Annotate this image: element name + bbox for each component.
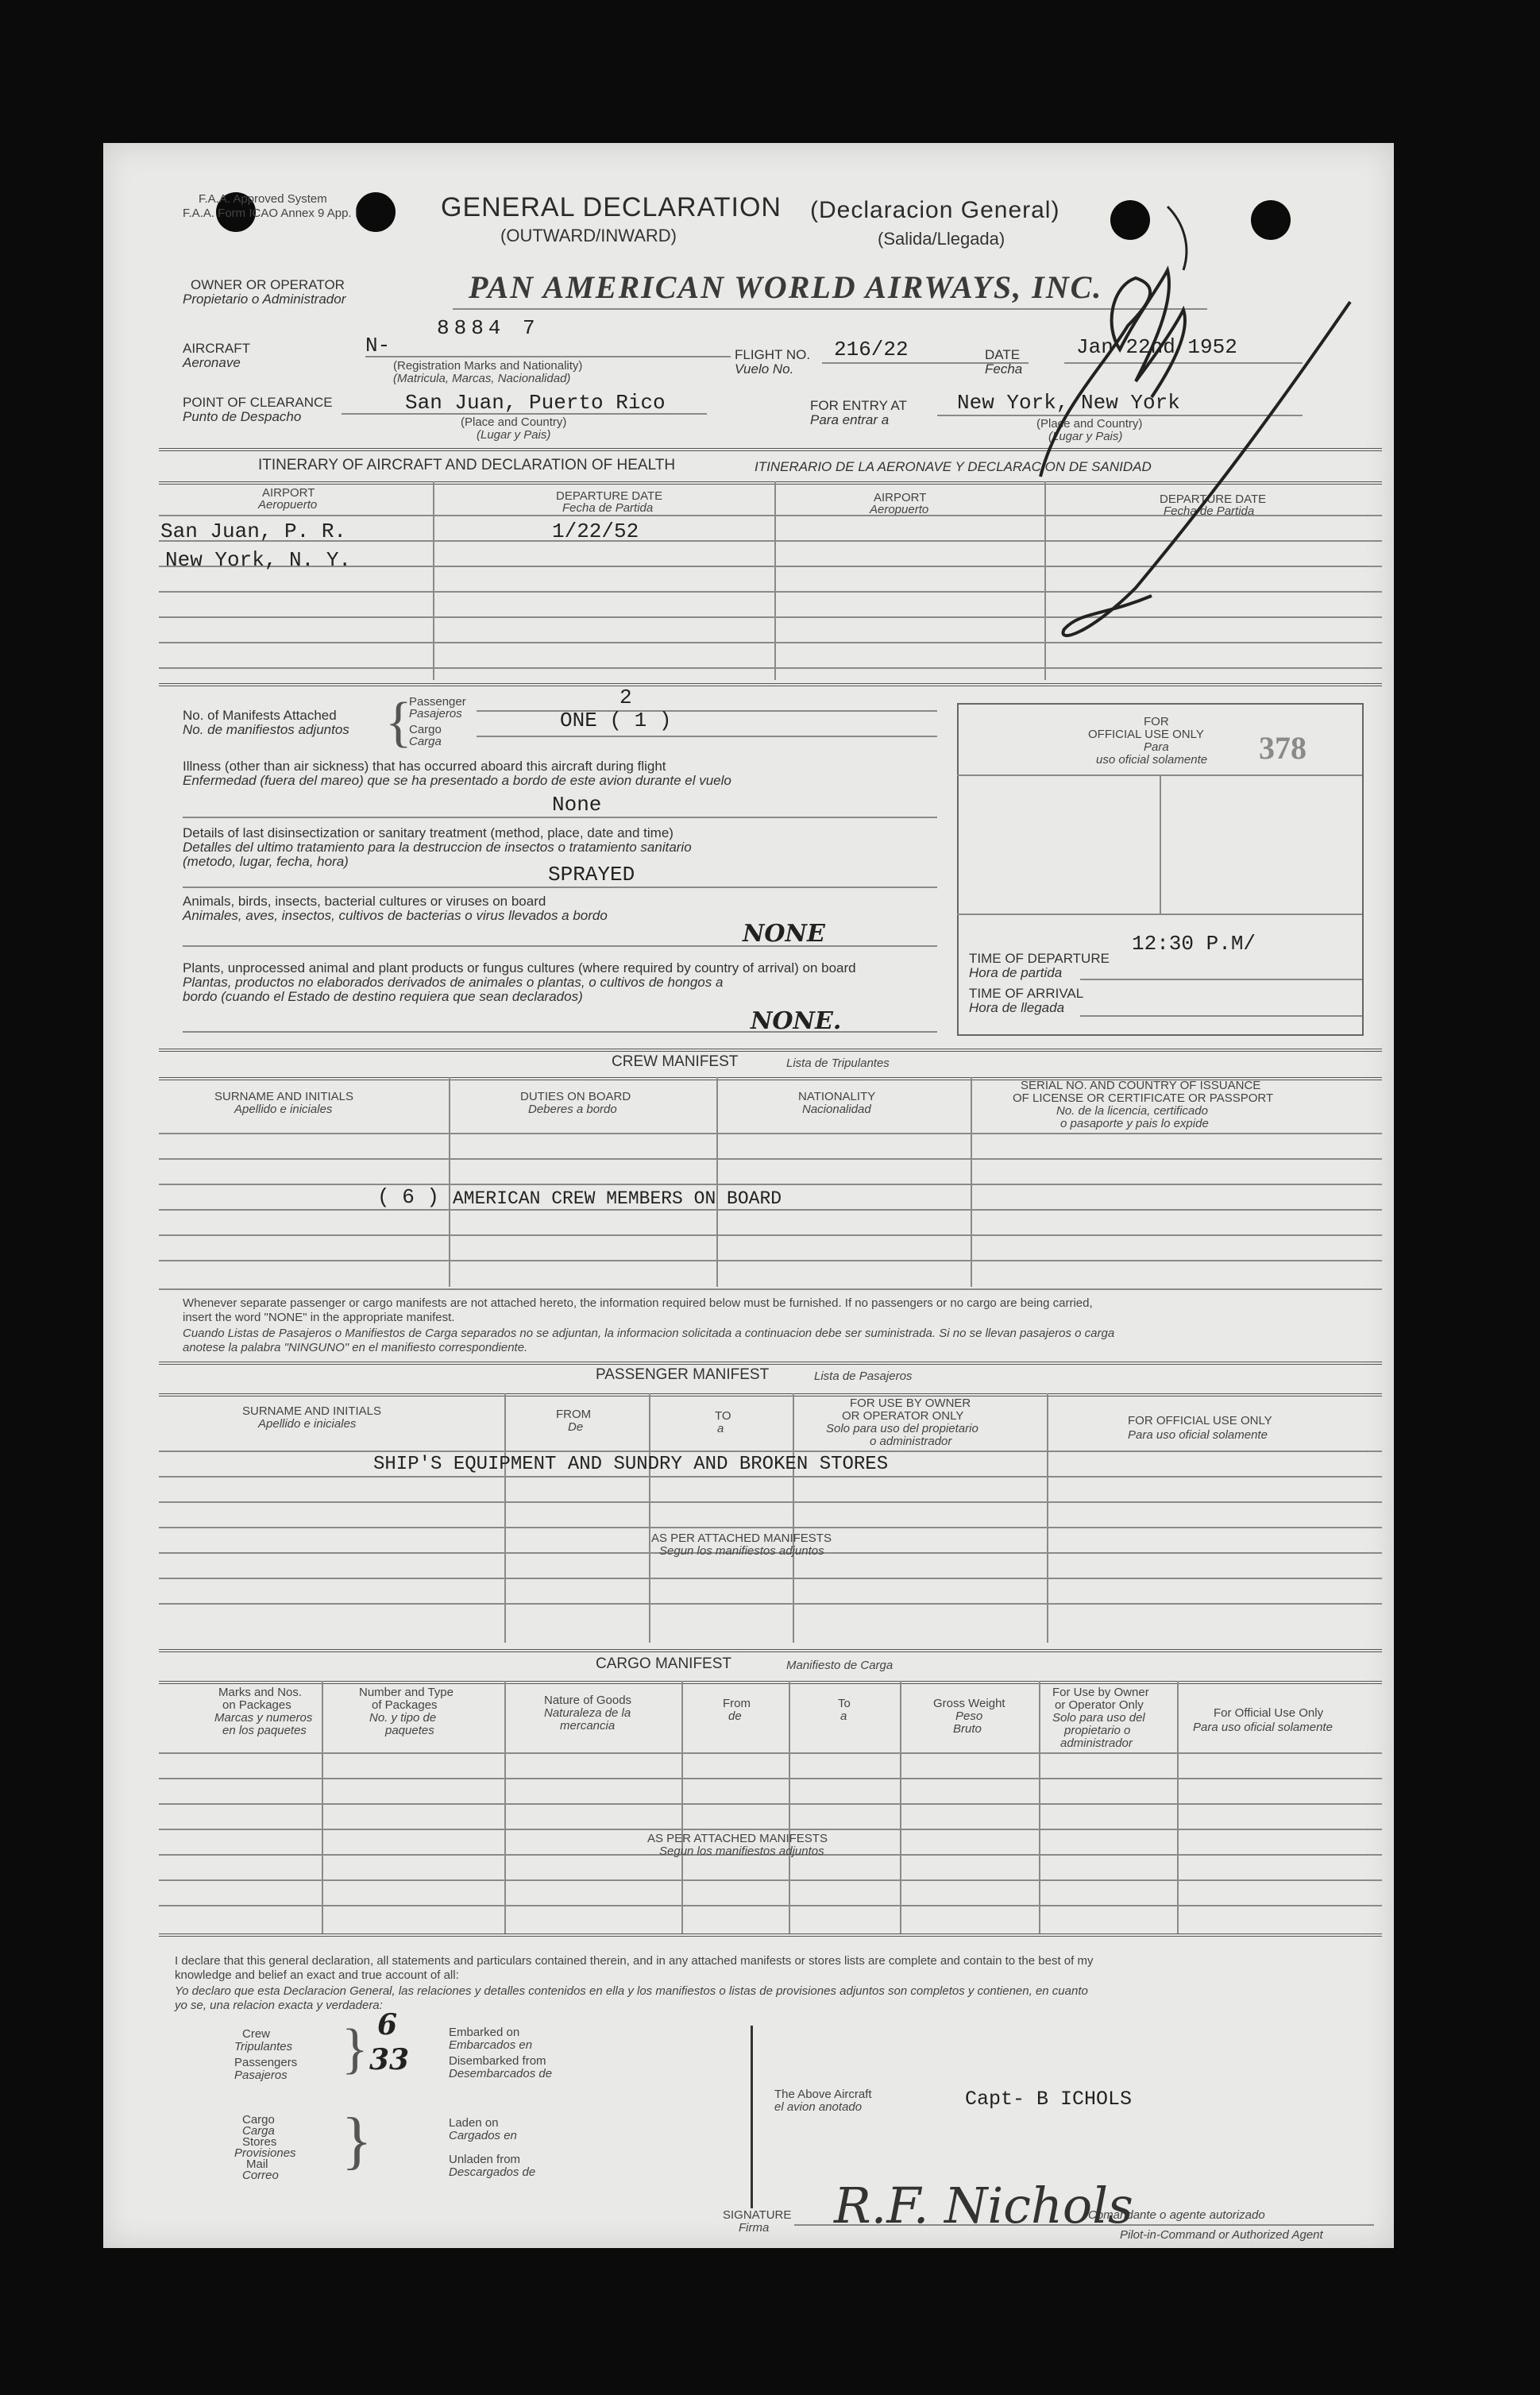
- manifests-label-es: No. de manifiestos adjuntos: [183, 722, 349, 737]
- declaration-line-1: I declare that this general declaration, all statements and particulars contained therein, and in any attached manifests or stores lists are complete and contain to the best of my: [175, 1954, 1094, 1968]
- passenger-col-official: FOR OFFICIAL USE ONLY: [1128, 1414, 1272, 1427]
- passengers-total-value: 33: [369, 2043, 410, 2076]
- passenger-label-es: Pasajeros: [409, 707, 462, 720]
- cargo-title-es: Manifiesto de Carga: [786, 1659, 894, 1672]
- plants-label-es: Plantas, productos no elaborados derivados de animales o plantas, o cultivos de hongos a: [183, 975, 724, 990]
- date-label-es: Fecha: [985, 361, 1023, 377]
- cargo-col-owner-2: or Operator Only: [1055, 1698, 1144, 1712]
- official-use-label-es: Para: [1144, 740, 1169, 754]
- cargo-col-marks-es: Marcas y numeros: [214, 1711, 313, 1725]
- stores-total-label: Stores: [242, 2135, 277, 2149]
- passenger-col-owner-es-2: o administrador: [870, 1435, 952, 1448]
- notice-line-1: Whenever separate passenger or cargo manifests are not attached hereto, the information required below must be furnished. If no passengers or no cargo are being carried,: [183, 1296, 1093, 1310]
- cargo-label: Cargo: [409, 723, 442, 736]
- operator-name: PAN AMERICAN WORLD AIRWAYS, INC.: [469, 269, 1103, 305]
- brace-mark: {: [385, 692, 412, 753]
- passenger-col-from-es: De: [568, 1420, 584, 1434]
- scrawl-mark: [1040, 270, 1185, 477]
- flight-label: FLIGHT NO.: [735, 347, 811, 362]
- cargo-col-to-es: a: [840, 1709, 847, 1723]
- cargo-col-official-es: Para uso oficial solamente: [1193, 1721, 1333, 1734]
- cargo-manifest-count: ONE ( 1 ): [560, 709, 672, 732]
- scrawl-long-stroke: [1063, 302, 1350, 635]
- disinsect-label-es: Detalles del ultimo tratamiento para la destruccion de insectos o tratamiento sanitario: [183, 840, 692, 855]
- cargo-col-number-2: of Packages: [372, 1698, 438, 1712]
- captain-name: Capt- B ICHOLS: [965, 2088, 1133, 2111]
- cargo-title: CARGO MANIFEST: [596, 1655, 732, 1672]
- cargo-col-from: From: [723, 1697, 751, 1710]
- itinerary-col-airport-2-es: Aeropuerto: [870, 503, 929, 516]
- cargo-totals-brace: }: [342, 2106, 372, 2176]
- mail-total-label: Mail: [246, 2157, 268, 2171]
- cargo-attached: AS PER ATTACHED MANIFESTS: [647, 1832, 828, 1845]
- crew-col-surname: SURNAME AND INITIALS: [214, 1090, 354, 1103]
- cargo-total-label-es: Carga: [242, 2124, 275, 2138]
- declaration-line-4: yo se, una relacion exacta y verdadera:: [175, 1999, 383, 2012]
- crew-col-license-2: OF LICENSE OR CERTIFICATE OR PASSPORT: [1013, 1091, 1274, 1105]
- cargo-col-nature-es-2: mercancia: [560, 1719, 616, 1733]
- official-for: FOR: [1144, 715, 1169, 728]
- disinsect-value: SPRAYED: [548, 863, 635, 887]
- cargo-col-marks-2: on Packages: [222, 1698, 291, 1712]
- itinerary-title: ITINERARY OF AIRCRAFT AND DECLARATION OF HEALTH: [258, 457, 676, 473]
- unladen-label: Unladen from: [449, 2153, 521, 2166]
- passenger-title-es: Lista de Pasajeros: [814, 1369, 913, 1383]
- signature-role-es: Comandante o agente autorizado: [1088, 2208, 1265, 2222]
- cargo-col-to: To: [838, 1697, 851, 1710]
- aircraft-label: AIRCRAFT: [183, 341, 250, 356]
- crew-total-value: 6: [377, 2008, 398, 2042]
- disembarked-label: Disembarked from: [449, 2054, 546, 2068]
- approval-line-2: F.A.A. Form ICAO Annex 9 App. I: [183, 207, 358, 220]
- signature-role: Pilot-in-Command or Authorized Agent: [1120, 2228, 1323, 2242]
- crew-col-license: SERIAL NO. AND COUNTRY OF ISSUANCE: [1021, 1079, 1261, 1092]
- cargo-col-weight-es: Peso: [955, 1709, 983, 1723]
- aircraft-label-es: Aeronave: [183, 355, 241, 370]
- flight-label-es: Vuelo No.: [735, 361, 794, 377]
- itinerary-col-departure-es: Fecha de Partida: [562, 501, 654, 515]
- date-label: DATE: [985, 347, 1021, 362]
- itinerary-col-airport: AIRPORT: [262, 486, 315, 500]
- crew-title: CREW MANIFEST: [612, 1053, 739, 1070]
- cargo-col-number-es: No. y tipo de: [369, 1711, 437, 1725]
- crew-col-duties-es: Deberes a bordo: [528, 1103, 617, 1116]
- owner-label: OWNER OR OPERATOR: [191, 277, 345, 292]
- cargo-total-label: Cargo: [242, 2113, 275, 2127]
- passenger-col-to-es: a: [717, 1422, 724, 1435]
- cargo-col-owner-es-3: administrador: [1060, 1736, 1133, 1750]
- declaration-line-3: Yo declaro que esta Declaracion General, las relaciones y detalles contenidos en ella y los manifiestos o listas de provisiones adjuntos son completos y contienen, en cuanto: [175, 1984, 1088, 1998]
- illness-label: Illness (other than air sickness) that has occurred aboard this aircraft during flight: [183, 759, 666, 774]
- cargo-col-official: For Official Use Only: [1214, 1706, 1324, 1720]
- passengers-total-label: Passengers: [234, 2056, 298, 2069]
- passenger-attached-es: Segun los manifiestos adjuntos: [659, 1544, 824, 1558]
- passengers-total-label-es: Pasajeros: [234, 2069, 288, 2082]
- clearance-value: San Juan, Puerto Rico: [405, 391, 666, 415]
- unladen-label-es: Descargados de: [449, 2165, 536, 2179]
- form-title-sub: (OUTWARD/INWARD): [500, 226, 677, 245]
- form-title-spanish-sub: (Salida/Llegada): [878, 229, 1005, 249]
- animals-label-es: Animales, aves, insectos, cultivos de bacterias o virus llevados a bordo: [183, 908, 608, 923]
- entry-label-es: Para entrar a: [810, 412, 890, 427]
- crew-total-label: Crew: [242, 2027, 271, 2041]
- passenger-entry: SHIP'S EQUIPMENT AND SUNDRY AND BROKEN STORES: [373, 1454, 889, 1475]
- laden-label-es: Cargados en: [449, 2129, 517, 2142]
- declaration-line-2: knowledge and belief an exact and true account of all:: [175, 1968, 459, 1982]
- passenger-label: Passenger: [409, 695, 466, 709]
- cargo-col-owner-es: Solo para uso del: [1052, 1711, 1145, 1725]
- illness-label-es: Enfermedad (fuera del mareo) que se ha presentado a bordo de este avion durante el vuelo: [183, 773, 731, 788]
- plants-label-es-2: bordo (cuando el Estado de destino requiera que sean declarados): [183, 989, 583, 1004]
- flight-number: 216/22: [834, 338, 909, 361]
- crew-title-es: Lista de Tripulantes: [786, 1057, 890, 1070]
- cargo-col-marks: Marks and Nos.: [218, 1686, 303, 1699]
- flight-date: Jan 22nd 1952: [1076, 335, 1237, 359]
- itinerary-col-departure-2: DEPARTURE DATE: [1160, 493, 1267, 506]
- crew-col-license-es: No. de la licencia, certificado: [1056, 1104, 1208, 1118]
- cargo-col-number-es-2: paquetes: [385, 1724, 434, 1737]
- clearance-label: POINT OF CLEARANCE: [183, 395, 333, 410]
- passenger-col-owner-2: OR OPERATOR ONLY: [842, 1409, 964, 1423]
- departure-time-value: 12:30 P.M/: [1132, 932, 1256, 956]
- cargo-col-weight-es-2: Bruto: [953, 1722, 982, 1736]
- passenger-col-owner: FOR USE BY OWNER: [850, 1396, 971, 1410]
- signature-label: SIGNATURE: [723, 2208, 792, 2222]
- cargo-col-number: Number and Type: [359, 1686, 454, 1699]
- cargo-label-es: Carga: [409, 735, 442, 748]
- crew-count: ( 6 ): [377, 1185, 440, 1209]
- embarked-label: Embarked on: [449, 2026, 520, 2039]
- crew-entry: AMERICAN CREW MEMBERS ON BOARD: [453, 1188, 782, 1209]
- passenger-col-surname: SURNAME AND INITIALS: [242, 1404, 382, 1418]
- notice-line-2: insert the word "NONE" in the appropriate manifest.: [183, 1311, 455, 1324]
- entry-caption-es: (Lugar y Pais): [1048, 430, 1123, 443]
- entry-label: FOR ENTRY AT: [810, 398, 907, 413]
- cargo-attached-es: Segun los manifiestos adjuntos: [659, 1845, 824, 1858]
- animals-value: NONE: [743, 920, 825, 948]
- animals-label: Animals, birds, insects, bacterial cultures or viruses on board: [183, 894, 546, 909]
- official-use-label-es-2: uso oficial solamente: [1096, 753, 1208, 767]
- stores-total-label-es: Provisiones: [234, 2146, 296, 2160]
- manifests-label: No. of Manifests Attached: [183, 708, 337, 723]
- cargo-col-from-es: de: [728, 1709, 742, 1723]
- cargo-col-weight: Gross Weight: [933, 1697, 1005, 1710]
- owner-label-es: Propietario o Administrador: [183, 292, 346, 307]
- crew-col-nationality: NATIONALITY: [798, 1090, 876, 1103]
- totals-brace: }: [342, 2018, 369, 2080]
- cargo-col-owner: For Use by Owner: [1052, 1686, 1149, 1699]
- signature-handwritten: R.F. Nichols: [834, 2177, 1133, 2235]
- cargo-col-nature-es: Naturaleza de la: [544, 1706, 631, 1720]
- passenger-col-from: FROM: [556, 1408, 592, 1421]
- itinerary-col-departure: DEPARTURE DATE: [556, 489, 663, 503]
- entry-caption: (Place and Country): [1036, 417, 1143, 431]
- clearance-caption-es: (Lugar y Pais): [477, 428, 551, 442]
- disembarked-label-es: Desembarcados de: [449, 2067, 553, 2080]
- itinerary-col-airport-2: AIRPORT: [874, 491, 927, 504]
- declaration-form: [103, 143, 1394, 2248]
- approval-line-1: F.A.A. Approved System: [199, 192, 327, 206]
- clearance-caption: (Place and Country): [461, 415, 567, 429]
- crew-col-duties: DUTIES ON BOARD: [520, 1090, 631, 1103]
- crew-col-surname-es: Apellido e iniciales: [234, 1103, 333, 1116]
- above-aircraft-label-es: el avion anotado: [774, 2100, 863, 2114]
- cargo-col-owner-es-2: propietario o: [1064, 1724, 1131, 1737]
- aircraft-caption: (Registration Marks and Nationality): [393, 359, 583, 373]
- handwriting-strokes: [103, 143, 1394, 2248]
- notice-line-3: Cuando Listas de Pasajeros o Manifiestos de Carga separados no se adjuntan, la informacion solicitada a continuacion debe ser suministrada. Si no se llevan pasajeros o carga: [183, 1327, 1115, 1340]
- crew-col-nationality-es: Nacionalidad: [802, 1103, 871, 1116]
- disinsect-label-es-2: (metodo, lugar, fecha, hora): [183, 854, 349, 869]
- cargo-col-nature: Nature of Goods: [544, 1694, 632, 1707]
- passenger-col-official-es: Para uso oficial solamente: [1128, 1428, 1268, 1442]
- plants-value: NONE.: [751, 1007, 842, 1035]
- official-use-label: OFFICIAL USE ONLY: [1088, 728, 1204, 741]
- passenger-title: PASSENGER MANIFEST: [596, 1366, 770, 1383]
- notice-line-4: anotese la palabra "NINGUNO" en el manifiesto correspondiente.: [183, 1341, 528, 1354]
- itinerary-date: 1/22/52: [552, 520, 639, 543]
- mail-total-label-es: Correo: [242, 2169, 279, 2182]
- form-title: GENERAL DECLARATION: [441, 192, 782, 222]
- crew-total-label-es: Tripulantes: [234, 2040, 293, 2053]
- aircraft-prefix: N-: [365, 334, 391, 357]
- itinerary-col-departure-2-es: Fecha de Partida: [1164, 504, 1255, 518]
- scrawl-tick: [1168, 207, 1187, 270]
- itinerary-airport: New York, N. Y.: [165, 548, 352, 572]
- aircraft-caption-es: (Matricula, Marcas, Nacionalidad): [393, 372, 571, 385]
- passenger-col-surname-es: Apellido e iniciales: [258, 1417, 357, 1431]
- arrival-time-label-es: Hora de llegada: [969, 1000, 1065, 1015]
- plants-label: Plants, unprocessed animal and plant products or fungus cultures (where required by country of arrival) on board: [183, 960, 856, 975]
- above-aircraft-label: The Above Aircraft: [774, 2088, 872, 2101]
- laden-label: Laden on: [449, 2116, 499, 2130]
- aircraft-registration: 8884 7: [437, 316, 540, 340]
- embarked-label-es: Embarcados en: [449, 2038, 533, 2052]
- clearance-label-es: Punto de Despacho: [183, 409, 302, 424]
- passenger-col-to: TO: [715, 1409, 731, 1423]
- entry-value: New York, New York: [957, 391, 1180, 415]
- itinerary-title-es: ITINERARIO DE LA AERONAVE Y DECLARACION DE SANIDAD: [755, 459, 1152, 474]
- itinerary-airport: San Juan, P. R.: [160, 520, 347, 543]
- passenger-attached: AS PER ATTACHED MANIFESTS: [651, 1532, 832, 1545]
- disinsect-label: Details of last disinsectization or sanitary treatment (method, place, date and time): [183, 825, 674, 840]
- form-title-spanish: (Declaracion General): [810, 197, 1060, 223]
- signature-label-es: Firma: [739, 2221, 770, 2235]
- itinerary-col-airport-es: Aeropuerto: [258, 498, 318, 512]
- passenger-manifest-count: 2: [619, 686, 632, 709]
- illness-value: None: [552, 793, 602, 817]
- passenger-col-owner-es: Solo para uso del propietario: [826, 1422, 978, 1435]
- arrival-time-label: TIME OF ARRIVAL: [969, 986, 1084, 1001]
- departure-time-label: TIME OF DEPARTURE: [969, 951, 1110, 966]
- departure-time-label-es: Hora de partida: [969, 965, 1063, 980]
- crew-col-license-es-2: o pasaporte y pais lo expide: [1060, 1117, 1209, 1130]
- official-stamp-number: 378: [1259, 730, 1306, 766]
- cargo-col-marks-es-2: en los paquetes: [222, 1724, 307, 1737]
